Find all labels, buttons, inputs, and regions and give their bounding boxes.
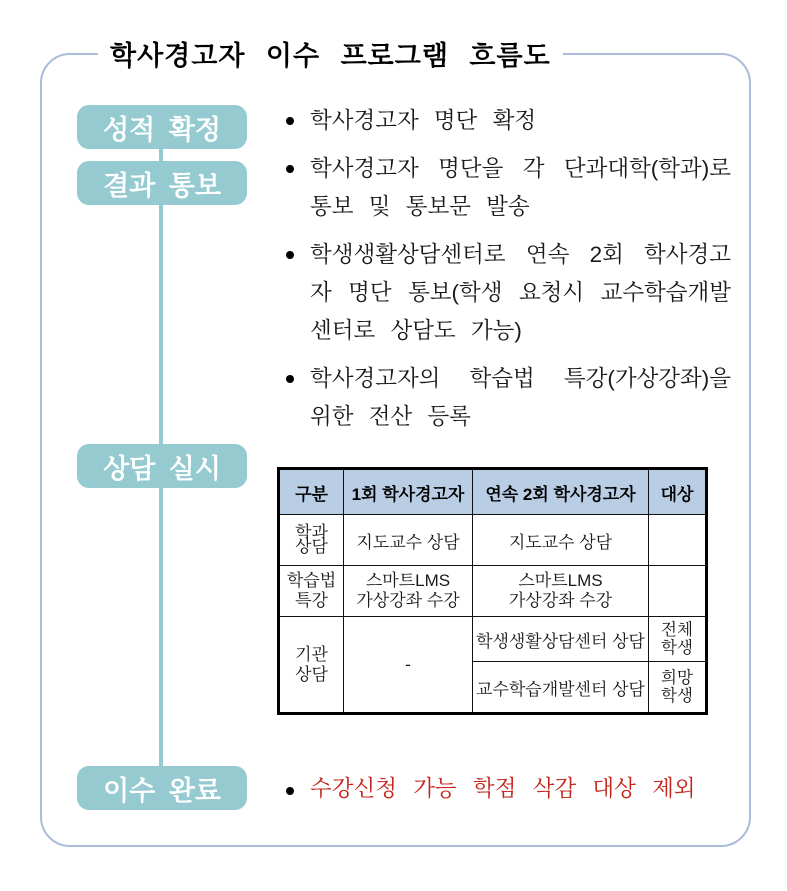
cell-line: 가상강좌 수강 [356, 591, 460, 610]
note-text: 학사경고자의 학습법 특강(가상강좌)을 위한 전산 등록 [310, 366, 731, 429]
notes-list [283, 102, 731, 446]
cell-target [649, 515, 707, 566]
completion-note-text: 수강신청 가능 학점 삭감 대상 제외 [310, 776, 696, 801]
cell-line: 전체 [661, 620, 693, 639]
cell-category [279, 566, 344, 617]
cell-target [649, 662, 707, 714]
note-item [283, 102, 731, 140]
cell-first-warning: 지도교수 상담 [344, 515, 473, 566]
flow-step-result-notice: 결과 통보 [77, 161, 247, 205]
cell-second-warning [473, 566, 649, 617]
note-text: 학사경고자 명단 확정 [310, 108, 537, 133]
cell-first-warning: - [344, 617, 473, 714]
counseling-table-wrap [277, 467, 708, 715]
bullet-dot [286, 251, 294, 259]
cell-line: 학습법 [286, 571, 337, 591]
cell-line: 스마트LMS [365, 571, 451, 591]
page-title: 학사경고자 이수 프로그램 흐름도 [98, 34, 563, 73]
cell-line: 학생 [661, 687, 693, 705]
cell-second-warning: 교수학습개발센터 상담 [473, 662, 649, 714]
table-header-row [279, 469, 707, 515]
cell-category [279, 617, 344, 714]
note-item [283, 236, 731, 350]
note-item [283, 150, 731, 226]
cell-line: 특강 [295, 591, 328, 610]
cell-line: 학생 [661, 639, 693, 657]
flow-step-counseling: 상담 실시 [77, 444, 247, 488]
cell-second-warning: 학생생활상담센터 상담 [473, 617, 649, 662]
flow-step-grade-confirm: 성적 확정 [77, 105, 247, 149]
bullet-dot [286, 117, 294, 125]
completion-note [283, 772, 743, 806]
header-first-warning: 1회 학사경고자 [344, 469, 473, 515]
counseling-table [277, 467, 708, 715]
header-category: 구분 [279, 469, 344, 515]
header-target: 대상 [649, 469, 707, 515]
cell-first-warning [344, 566, 473, 617]
bullet-dot [286, 165, 294, 173]
cell-line: 기관 [295, 644, 328, 664]
cell-line: 상담 [295, 537, 328, 556]
table-row [279, 617, 707, 662]
cell-line: 학과 [295, 523, 328, 543]
note-text: 학생생활상담센터로 연속 2회 학사경고자 명단 통보(학생 요청시 교수학습개발센터로 상담도 가능) [310, 242, 731, 343]
bullet-dot [286, 375, 294, 383]
bullet-dot [286, 787, 294, 795]
cell-target [649, 566, 707, 617]
cell-line: 희망 [661, 668, 693, 687]
flow-step-completion: 이수 완료 [77, 766, 247, 810]
cell-line: 가상강좌 수강 [508, 591, 613, 610]
cell-line: 스마트LMS [518, 571, 603, 591]
table-row [279, 515, 707, 566]
table-row [279, 566, 707, 617]
cell-category [279, 515, 344, 566]
header-second-warning: 연속 2회 학사경고자 [473, 469, 649, 515]
cell-line: 상담 [295, 664, 328, 684]
cell-second-warning: 지도교수 상담 [473, 515, 649, 566]
note-item [283, 360, 731, 436]
note-text: 학사경고자 명단을 각 단과대학(학과)로 통보 및 통보문 발송 [310, 156, 731, 219]
cell-target [649, 617, 707, 662]
